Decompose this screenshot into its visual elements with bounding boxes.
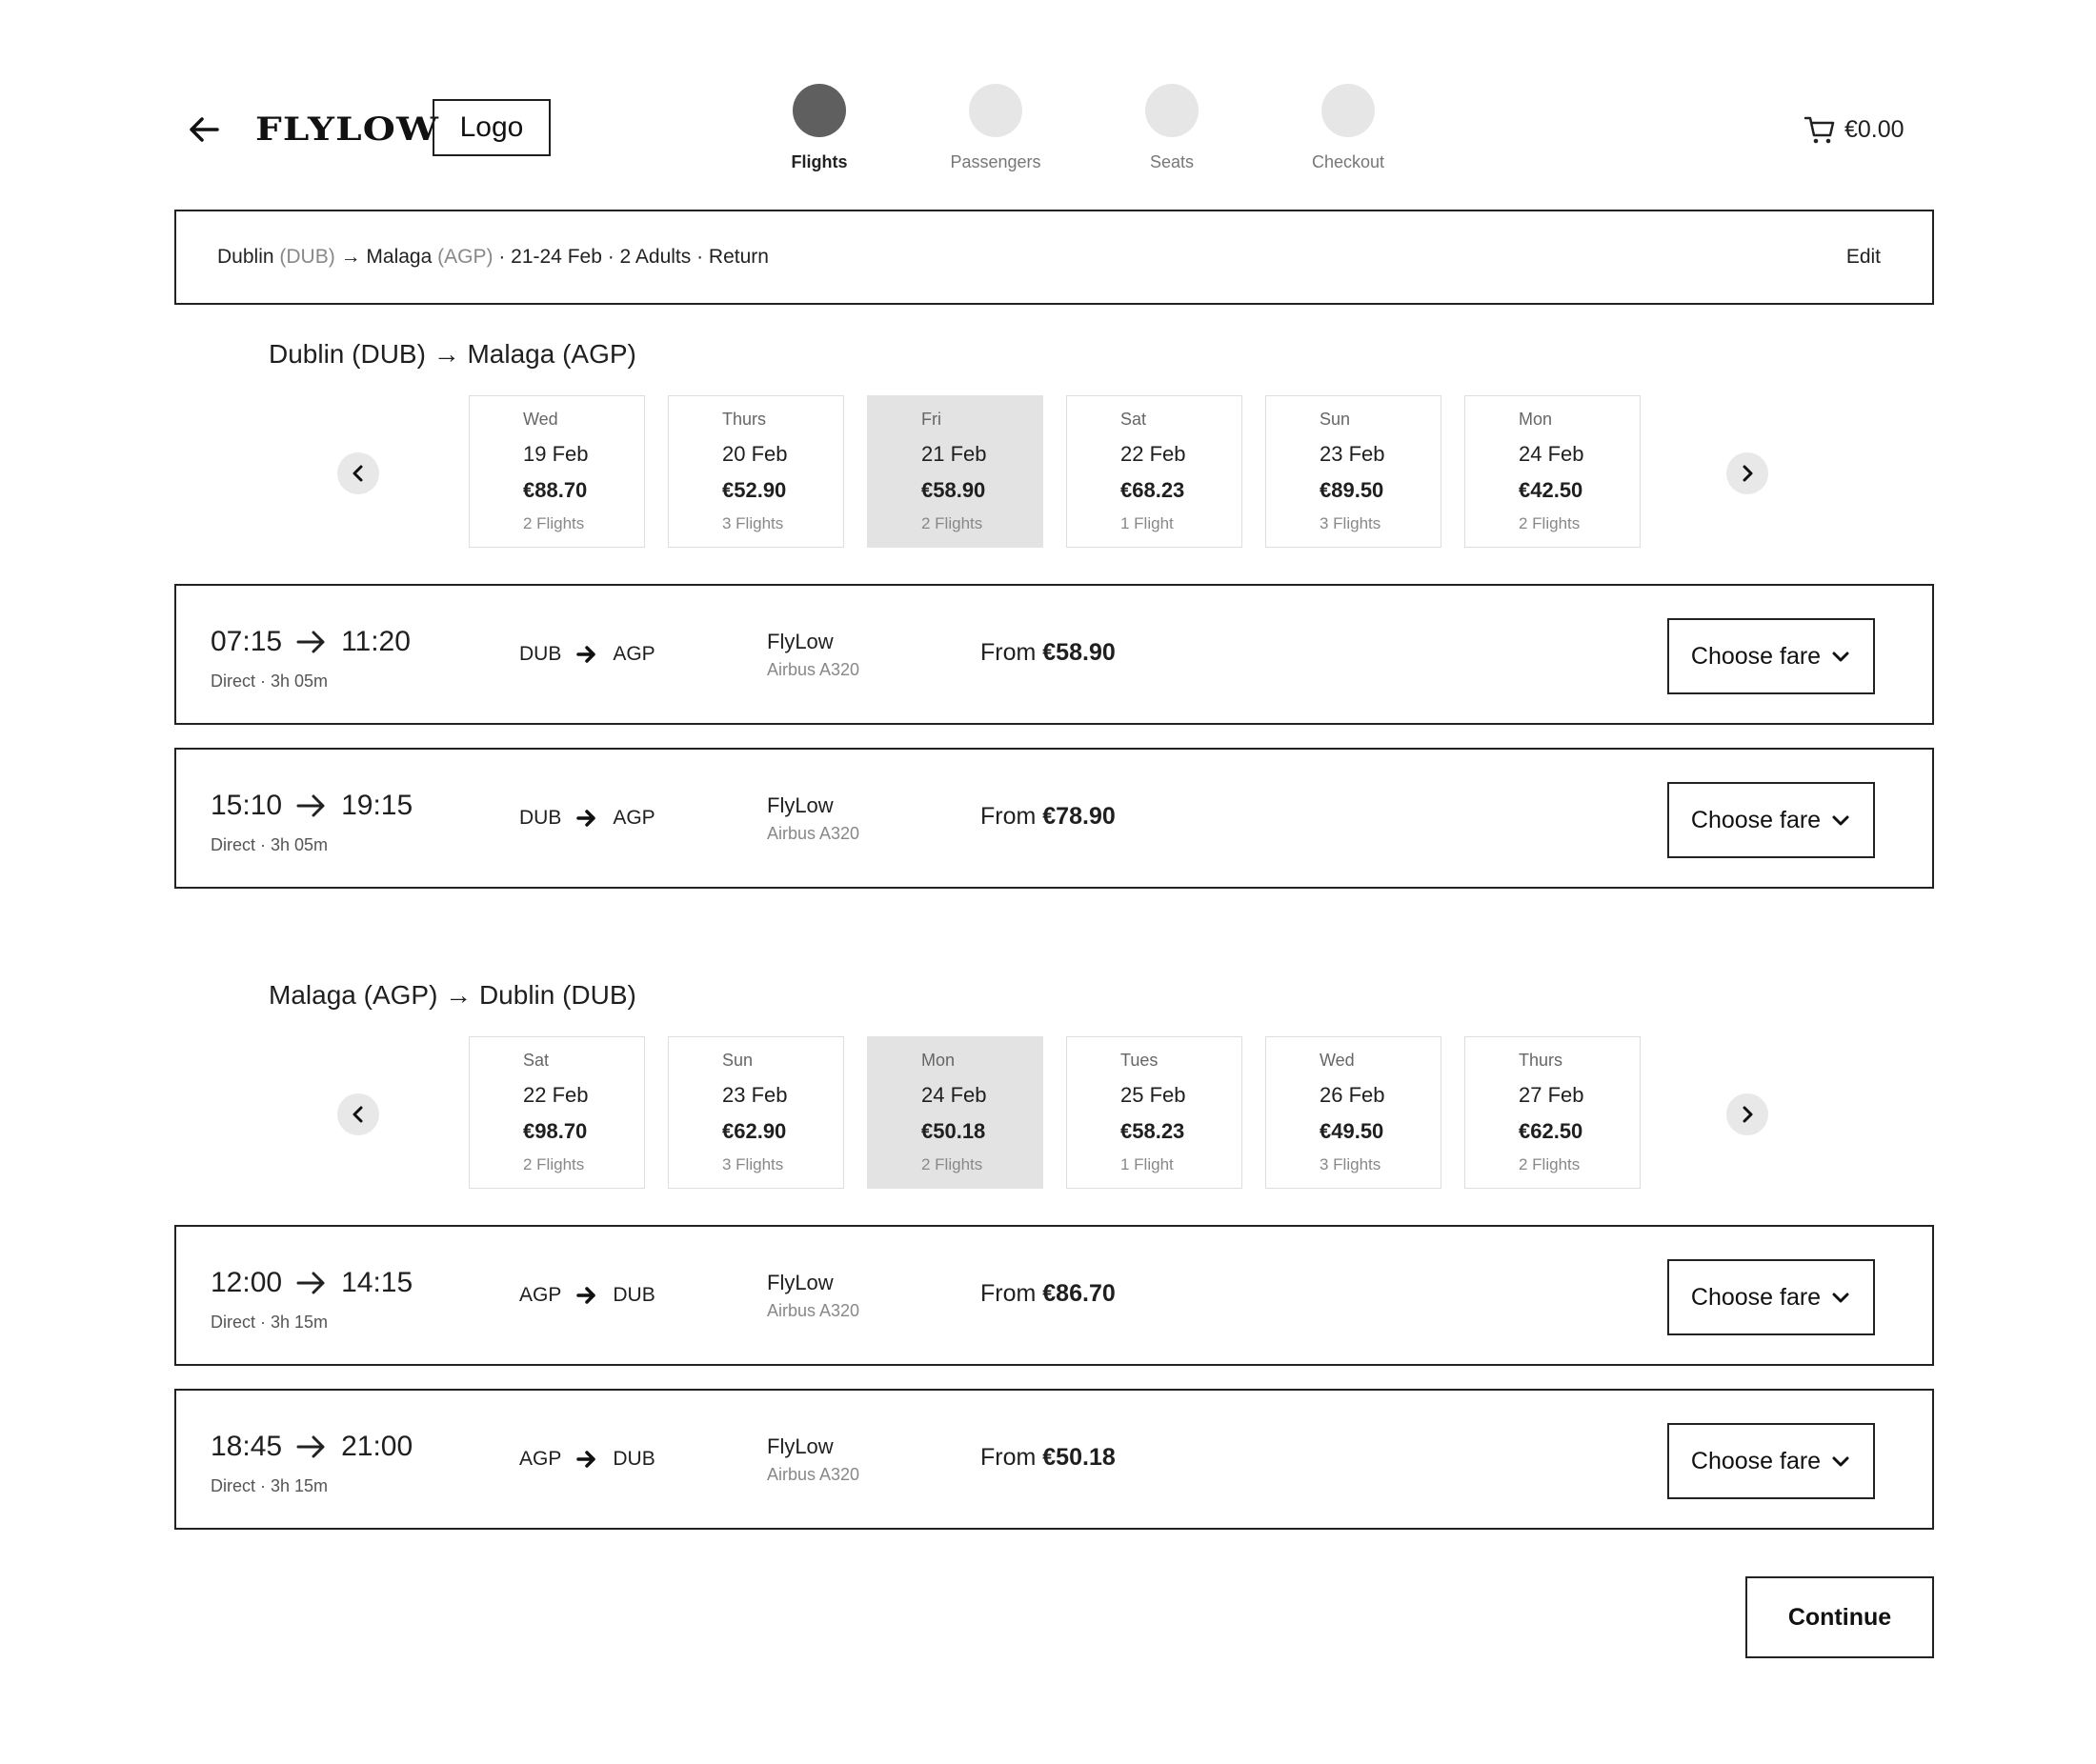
outbound-section-title: Dublin (DUB) → Malaga (AGP) <box>269 339 636 369</box>
choose-fare-button[interactable] <box>1667 1423 1875 1499</box>
return-date-card[interactable] <box>1066 1036 1242 1189</box>
outbound-date-card[interactable] <box>1464 395 1641 548</box>
date-card-flight-count: 3 Flights <box>1320 1155 1381 1173</box>
date-card-day: Mon <box>1519 410 1553 429</box>
date-card-date: 21 Feb <box>921 442 987 466</box>
search-summary-bar <box>174 210 1934 305</box>
step-dot <box>1321 84 1375 137</box>
date-card-date: 26 Feb <box>1320 1083 1385 1107</box>
return-section-title: Malaga (AGP) → Dublin (DUB) <box>269 980 636 1010</box>
arrow-right-bold-icon <box>576 645 597 664</box>
step-checkout[interactable] <box>1262 84 1434 172</box>
step-label: Checkout <box>1311 152 1385 171</box>
route-to-code: AGP <box>613 643 655 665</box>
step-seats[interactable] <box>1086 84 1258 172</box>
outbound-date-card[interactable] <box>1066 395 1242 548</box>
price-prefix: From <box>980 803 1037 830</box>
arrow-right-bold-icon <box>576 1286 597 1305</box>
flight-times <box>211 626 411 658</box>
flight-price <box>980 803 1116 831</box>
airline-name: FlyLow <box>767 1434 834 1458</box>
flight-route <box>519 807 655 830</box>
arrow-right-bold-icon <box>576 809 597 828</box>
choose-fare-button[interactable] <box>1667 782 1875 858</box>
arrow-right-icon <box>295 628 328 656</box>
price-value: €50.18 <box>1042 1444 1116 1471</box>
outbound-date-carousel <box>333 395 1782 550</box>
date-card-flight-count: 2 Flights <box>921 1155 983 1173</box>
choose-fare-label: Choose fare <box>1690 1447 1822 1474</box>
date-card-day: Thurs <box>1519 1051 1563 1070</box>
arrow-right-bold-icon <box>576 1450 597 1469</box>
flight-route <box>519 1448 655 1471</box>
summary-origin-code: (DUB) <box>279 246 335 268</box>
flight-route <box>519 1284 655 1307</box>
route-from-code: AGP <box>519 1448 562 1470</box>
date-card-date: 23 Feb <box>722 1083 788 1107</box>
flight-times <box>211 1431 413 1463</box>
aircraft-type: Airbus A320 <box>767 1301 860 1320</box>
header <box>0 0 2096 200</box>
date-card-date: 22 Feb <box>523 1083 589 1107</box>
date-card-date: 22 Feb <box>1120 442 1186 466</box>
price-value: €58.90 <box>1042 639 1116 666</box>
date-card-flight-count: 2 Flights <box>1519 514 1581 532</box>
arrive-time: 11:20 <box>341 626 411 657</box>
summary-details: · 21-24 Feb · 2 Adults · Return <box>498 246 769 268</box>
route-from-code: DUB <box>519 807 562 829</box>
flight-times <box>211 790 413 822</box>
date-card-flight-count: 2 Flights <box>523 514 585 532</box>
date-card-day: Thurs <box>722 410 767 429</box>
date-card-flight-count: 2 Flights <box>1519 1155 1581 1173</box>
outbound-date-card[interactable] <box>1265 395 1441 548</box>
return-date-card[interactable] <box>1265 1036 1441 1189</box>
arrive-time: 21:00 <box>341 1431 413 1462</box>
airline-name: FlyLow <box>767 793 834 817</box>
date-card-day: Sun <box>722 1051 754 1070</box>
arrow-right-icon <box>295 792 328 820</box>
flight-price <box>980 1444 1116 1472</box>
date-card-day: Wed <box>523 410 558 429</box>
return-date-card[interactable] <box>469 1036 645 1189</box>
continue-button[interactable]: Continue <box>1745 1576 1934 1658</box>
route-from-code: AGP <box>519 1284 562 1306</box>
outbound-date-card[interactable] <box>668 395 844 548</box>
choose-fare-label: Choose fare <box>1690 642 1822 670</box>
route-to-code: DUB <box>613 1448 655 1470</box>
chevron-left-icon <box>348 463 369 484</box>
date-card-flight-count: 3 Flights <box>722 1155 784 1173</box>
date-card-date: 24 Feb <box>921 1083 987 1107</box>
return-next-dates-button[interactable] <box>1726 1093 1768 1135</box>
choose-fare-button[interactable] <box>1667 1259 1875 1335</box>
chevron-right-icon <box>1737 1104 1758 1125</box>
step-passengers[interactable] <box>910 84 1081 172</box>
price-prefix: From <box>980 1280 1037 1307</box>
summary-dest-city: Malaga <box>366 246 433 268</box>
date-card-price: €50.18 <box>921 1119 986 1143</box>
outbound-prev-dates-button[interactable] <box>337 452 379 494</box>
route-to-code: DUB <box>613 1284 655 1306</box>
date-card-price: €58.90 <box>921 478 986 502</box>
cart-total: €0.00 <box>1844 115 1905 143</box>
depart-time: 15:10 <box>211 790 283 821</box>
chevron-left-icon <box>348 1104 369 1125</box>
cart-button[interactable] <box>1803 109 1905 150</box>
outbound-date-card-selected[interactable] <box>867 395 1043 548</box>
date-card-day: Wed <box>1320 1051 1355 1070</box>
price-value: €86.70 <box>1042 1280 1116 1307</box>
date-card-price: €52.90 <box>722 478 787 502</box>
price-prefix: From <box>980 639 1037 666</box>
back-button[interactable] <box>185 110 223 149</box>
return-date-card[interactable] <box>668 1036 844 1189</box>
date-card-price: €68.23 <box>1120 478 1185 502</box>
route-from-code: DUB <box>519 643 562 665</box>
step-dot <box>1145 84 1199 137</box>
step-dot <box>793 84 846 137</box>
flight-duration: Direct · 3h 15m <box>211 1313 329 1332</box>
depart-time: 12:00 <box>211 1267 283 1298</box>
arrow-right-icon <box>295 1433 328 1461</box>
step-flights[interactable] <box>734 84 905 172</box>
price-prefix: From <box>980 1444 1037 1471</box>
date-card-day: Fri <box>921 410 941 429</box>
search-summary-text <box>217 246 769 269</box>
flight-row <box>174 1389 1934 1530</box>
aircraft-type: Airbus A320 <box>767 824 860 843</box>
shopping-cart-icon <box>1803 112 1837 147</box>
price-value: €78.90 <box>1042 803 1116 830</box>
date-card-price: €58.23 <box>1120 1119 1185 1143</box>
step-label: Flights <box>791 152 848 171</box>
step-label: Seats <box>1149 152 1195 171</box>
date-card-flight-count: 3 Flights <box>722 514 784 532</box>
date-card-day: Tues <box>1120 1051 1159 1070</box>
date-card-price: €49.50 <box>1320 1119 1384 1143</box>
arrow-right-icon <box>295 1269 328 1297</box>
arrive-time: 14:15 <box>341 1267 413 1298</box>
date-card-date: 20 Feb <box>722 442 788 466</box>
logo-placeholder: Logo <box>433 99 551 156</box>
step-dot <box>969 84 1022 137</box>
date-card-price: €42.50 <box>1519 478 1583 502</box>
date-card-price: €62.90 <box>722 1119 787 1143</box>
summary-arrow: → <box>340 246 361 268</box>
date-card-date: 25 Feb <box>1120 1083 1186 1107</box>
chevron-down-icon <box>1830 810 1851 831</box>
flight-duration: Direct · 3h 05m <box>211 672 329 691</box>
date-card-date: 27 Feb <box>1519 1083 1584 1107</box>
return-date-card[interactable] <box>1464 1036 1641 1189</box>
date-card-flight-count: 2 Flights <box>921 514 983 532</box>
date-card-date: 19 Feb <box>523 442 589 466</box>
choose-fare-label: Choose fare <box>1690 806 1822 833</box>
chevron-down-icon <box>1830 1287 1851 1308</box>
date-card-price: €88.70 <box>523 478 588 502</box>
outbound-date-card[interactable] <box>469 395 645 548</box>
chevron-right-icon <box>1737 463 1758 484</box>
return-date-card-selected[interactable] <box>867 1036 1043 1189</box>
return-prev-dates-button[interactable] <box>337 1093 379 1135</box>
aircraft-type: Airbus A320 <box>767 660 860 679</box>
flight-row <box>174 748 1934 889</box>
route-to-code: AGP <box>613 807 655 829</box>
flight-duration: Direct · 3h 15m <box>211 1476 329 1495</box>
summary-origin-city: Dublin <box>217 246 274 268</box>
date-card-day: Sat <box>1120 410 1147 429</box>
flight-route <box>519 643 655 666</box>
flight-price <box>980 1280 1116 1308</box>
flight-row <box>174 584 1934 725</box>
choose-fare-button[interactable] <box>1667 618 1875 694</box>
flight-price <box>980 639 1116 667</box>
step-label: Passengers <box>950 152 1041 171</box>
chevron-down-icon <box>1830 1451 1851 1472</box>
return-date-carousel <box>333 1036 1782 1191</box>
edit-search-link[interactable]: Edit <box>1845 246 1881 268</box>
date-card-price: €62.50 <box>1519 1119 1583 1143</box>
arrow-left-icon <box>185 110 223 149</box>
date-card-date: 24 Feb <box>1519 442 1584 466</box>
flight-duration: Direct · 3h 05m <box>211 835 329 854</box>
aircraft-type: Airbus A320 <box>767 1465 860 1484</box>
summary-dest-code: (AGP) <box>437 246 494 268</box>
brand-wordmark: FLYLOW <box>255 110 440 149</box>
date-card-date: 23 Feb <box>1320 442 1385 466</box>
date-card-price: €89.50 <box>1320 478 1384 502</box>
depart-time: 07:15 <box>211 626 283 657</box>
choose-fare-label: Choose fare <box>1690 1283 1822 1311</box>
date-card-flight-count: 1 Flight <box>1120 514 1174 532</box>
date-card-flight-count: 3 Flights <box>1320 514 1381 532</box>
progress-stepper <box>734 84 1401 179</box>
airline-name: FlyLow <box>767 1271 834 1294</box>
date-card-flight-count: 1 Flight <box>1120 1155 1174 1173</box>
date-card-day: Sun <box>1320 410 1351 429</box>
date-card-day: Mon <box>921 1051 956 1070</box>
date-card-price: €98.70 <box>523 1119 588 1143</box>
flight-row <box>174 1225 1934 1366</box>
arrive-time: 19:15 <box>341 790 413 821</box>
outbound-next-dates-button[interactable] <box>1726 452 1768 494</box>
depart-time: 18:45 <box>211 1431 283 1462</box>
flight-times <box>211 1267 413 1299</box>
date-card-flight-count: 2 Flights <box>523 1155 585 1173</box>
airline-name: FlyLow <box>767 630 834 653</box>
date-card-day: Sat <box>523 1051 550 1070</box>
chevron-down-icon <box>1830 646 1851 667</box>
